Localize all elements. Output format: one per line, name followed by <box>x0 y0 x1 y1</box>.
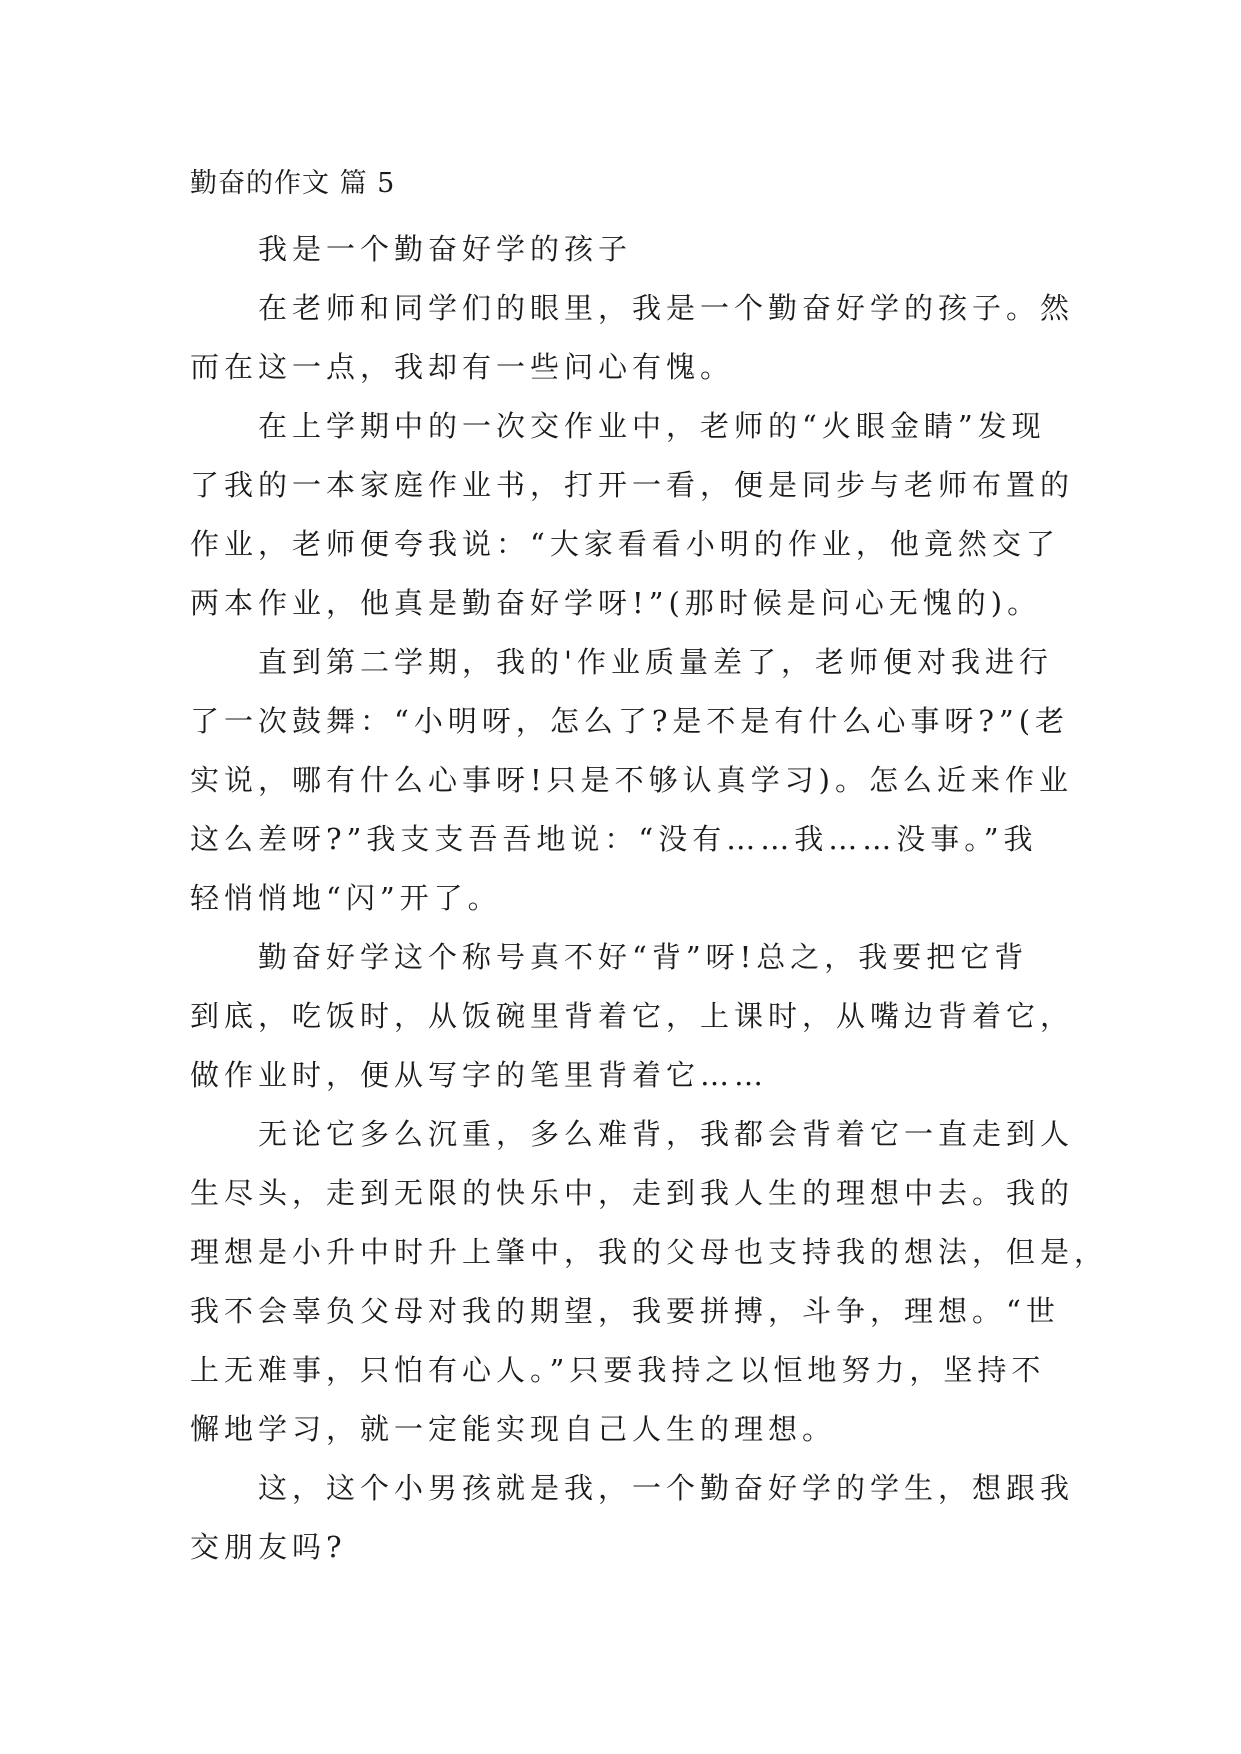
paragraph-line: 上无难事，只怕有心人。”只要我持之以恒地努力，坚持不 <box>190 1353 1046 1387</box>
paragraph-line: 理想是小升中时升上肇中，我的父母也支持我的想法，但是， <box>190 1235 1109 1269</box>
paragraph-line: 了一次鼓舞：“小明呀，怎么了?是不是有什么心事呀?”(老 <box>190 704 1070 738</box>
essay-title: 我是一个勤奋好学的孩子 <box>258 232 633 266</box>
paragraph-6 <box>190 1459 1075 1577</box>
paragraph-1 <box>190 279 1075 397</box>
paragraph-line: 我不会辜负父母对我的期望，我要拼搏，斗争，理想。“世 <box>190 1294 1060 1328</box>
paragraph-3 <box>190 633 1073 928</box>
paragraph-line: 在上学期中的一次交作业中，老师的“火眼金睛”发现 <box>258 409 1046 443</box>
paragraph-line: 在老师和同学们的眼里，我是一个勤奋好学的孩子。然 <box>258 291 1075 325</box>
paragraph-line: 无论它多么沉重，多么难背，我都会背着它一直走到人 <box>258 1117 1075 1151</box>
paragraph-line: 实说，哪有什么心事呀!只是不够认真学习)。怎么近来作业 <box>190 763 1073 797</box>
paragraph-line: 交朋友吗? <box>190 1530 347 1564</box>
paragraph-line: 这，这个小男孩就是我，一个勤奋好学的学生，想跟我 <box>258 1471 1075 1505</box>
paragraph-line: 这么差呀?”我支支吾吾地说：“没有……我……没事。”我 <box>190 822 1038 856</box>
paragraph-line: 作业，老师便夸我说：“大家看看小明的作业，他竟然交了 <box>190 527 1060 561</box>
paragraph-5 <box>190 1105 1109 1459</box>
paragraph-line: 直到第二学期，我的'作业质量差了，老师便对我进行 <box>258 645 1053 679</box>
paragraph-2 <box>190 397 1075 633</box>
paragraph-line: 做作业时，便从写字的笔里背着它…… <box>190 1058 769 1092</box>
paragraph-line: 轻悄悄地“闪”开了。 <box>190 881 502 915</box>
document-title: 勤奋的作文 篇 5 <box>190 168 396 199</box>
paragraph-line: 懈地学习，就一定能实现自己人生的理想。 <box>190 1412 837 1446</box>
paragraph-line: 而在这一点，我却有一些问心有愧。 <box>190 350 735 384</box>
paragraph-line: 两本作业，他真是勤奋好学呀!”(那时候是问心无愧的)。 <box>190 586 1042 620</box>
paragraph-line: 生尽头，走到无限的快乐中，走到我人生的理想中去。我的 <box>190 1176 1075 1210</box>
paragraph-line: 勤奋好学这个称号真不好“背”呀!总之，我要把它背 <box>258 940 1029 974</box>
paragraph-line: 到底，吃饭时，从饭碗里背着它，上课时，从嘴边背着它， <box>190 999 1075 1033</box>
paragraph-4 <box>190 928 1075 1105</box>
paragraph-line: 了我的一本家庭作业书，打开一看，便是同步与老师布置的 <box>190 468 1075 502</box>
document-body <box>190 220 1109 1577</box>
